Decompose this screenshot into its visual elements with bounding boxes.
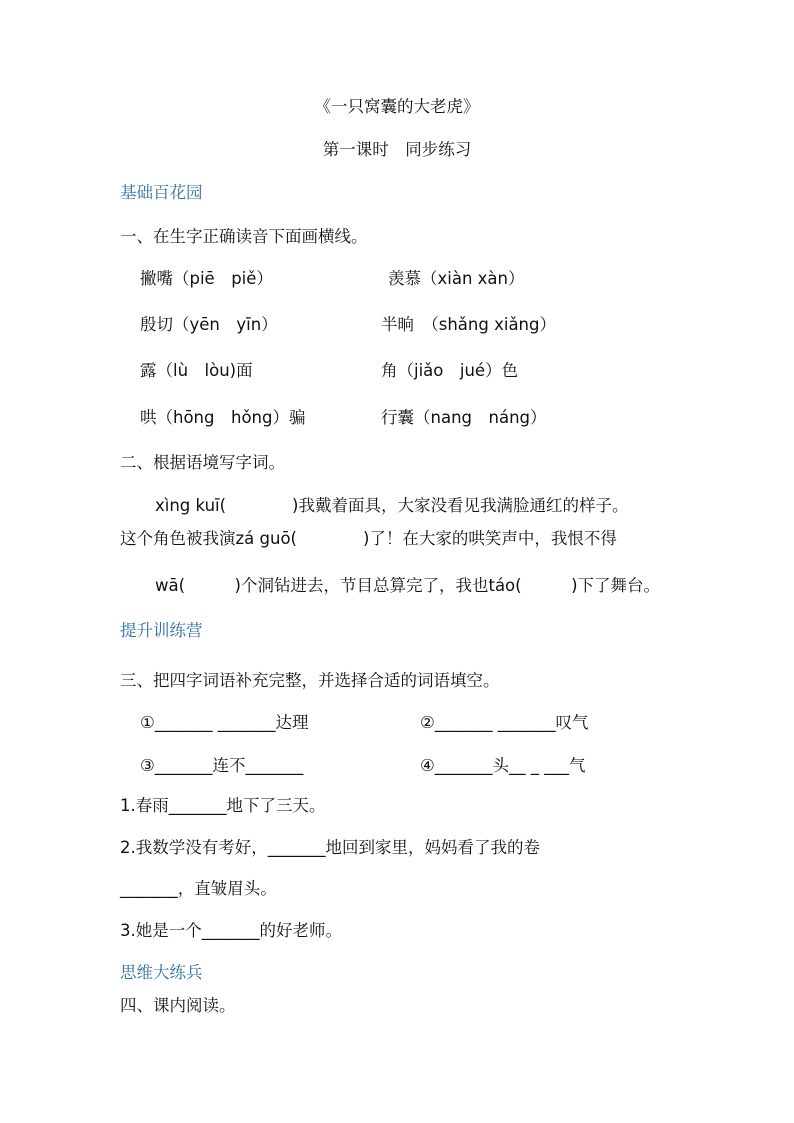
section-heading-basic: 基础百花园 <box>120 183 203 202</box>
q1-item: 角（jiǎo jué）色 <box>381 361 519 380</box>
q3-idiom-item: ④_______头__ _ ___气 <box>420 756 586 775</box>
question-4-heading: 四、课内阅读。 <box>120 996 236 1015</box>
q1-item: 半晌 （shǎng xiǎng） <box>381 315 556 334</box>
q3-sentence: 2.我数学没有考好，_______地回到家里，妈妈看了我的卷 <box>120 838 540 857</box>
q2-paragraph-line: wā( )个洞钻进去，节目总算完了，我也táo( )下了舞台。 <box>155 576 661 595</box>
q1-item: 撇嘴（piē piě） <box>140 269 273 288</box>
q3-sentence: _______，直皱眉头。 <box>120 879 277 898</box>
q1-item: 殷切（yēn yīn） <box>140 315 278 334</box>
q3-sentence: 3.她是一个_______的好老师。 <box>120 921 342 940</box>
q3-idiom-item: ①_______ _______达理 <box>140 713 309 732</box>
question-2-heading: 二、根据语境写字词。 <box>120 453 285 472</box>
q3-sentence: 1.春雨_______地下了三天。 <box>120 796 326 815</box>
question-1-heading: 一、在生字正确读音下面画横线。 <box>120 227 368 246</box>
q1-item: 露（lù lòu)面 <box>140 361 253 380</box>
section-heading-thinking: 思维大练兵 <box>120 963 203 982</box>
section-heading-improve: 提升训练营 <box>120 621 203 640</box>
page-subtitle: 第一课时 同步练习 <box>322 140 472 159</box>
q3-idiom-item: ③_______连不_______ <box>140 756 304 775</box>
page-title: 《一只窝囊的大老虎》 <box>314 97 480 116</box>
q1-item: 行囊（nang náng） <box>381 408 547 427</box>
question-3-heading: 三、把四字词语补充完整，并选择合适的词语填空。 <box>120 671 500 690</box>
q3-idiom-item: ②_______ _______叹气 <box>420 713 589 732</box>
q1-item: 哄（hōng hǒng）骗 <box>140 408 306 427</box>
q1-item: 羡慕（xiàn xàn） <box>388 269 525 288</box>
q2-paragraph-line: xìng kuī( )我戴着面具，大家没看见我满脸通红的样子。 <box>155 496 629 515</box>
q2-paragraph-line: 这个角色被我演zá guō( )了！在大家的哄笑声中，我恨不得 <box>120 529 617 548</box>
